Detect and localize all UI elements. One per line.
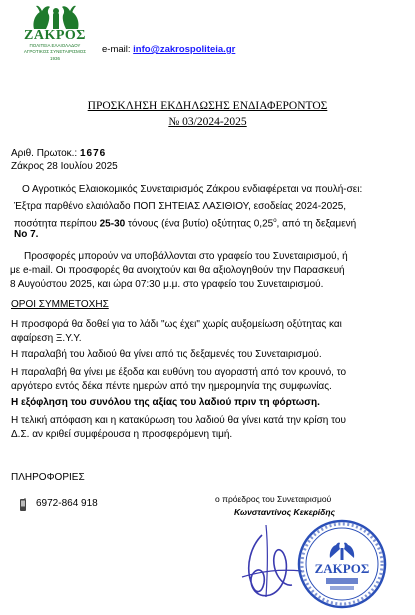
quantity-post: τόνους (ένα βυτίο) οξύτητας 0,25 xyxy=(125,218,274,230)
quantity-end: , από τη δεξαμενή xyxy=(276,218,357,230)
seal-text: ΖΑΚΡΟΣ xyxy=(314,561,370,576)
email-row xyxy=(102,44,235,55)
term-3-line-2: αργότερο εντός δέκα πέντε ημερών από την ημερομηνία της συμφωνίας. xyxy=(11,381,332,392)
term-3-line-1: Η παραλαβή θα γίνει με έξοδα και ευθύνη του αγοραστή από τον κρουνό, το xyxy=(11,367,347,378)
place-date: Ζάκρος 28 Ιουλίου 2025 xyxy=(11,161,118,172)
quantity-line xyxy=(14,214,356,231)
term-5-line-2: Δ.Σ. αν κριθεί συμφέρουσα η προσφερόμενη τιμή. xyxy=(11,429,233,440)
term-5-line-1: Η τελική απόφαση και η κατακύρωση του λαδιού θα γίνει κατά την κρίση του xyxy=(11,415,346,426)
president-name: Κωνσταντίνος Κεκερίδης xyxy=(234,507,336,517)
protocol-number: 1676 xyxy=(79,148,107,159)
quantity-value: 25-30 xyxy=(99,218,126,230)
offers-line-2: με e-mail. Οι προσφορές θα ανοιχτούν και θα αξιολογηθούν την Παρασκευή xyxy=(10,265,345,276)
cooperative-seal xyxy=(296,518,388,610)
logo-name: ΖΑΚΡΟΣ xyxy=(24,28,86,43)
term-1-line-2: αφαίρεση Ξ.Υ.Υ. xyxy=(11,333,82,344)
protocol-label: Αριθ. Πρωτοκ.: xyxy=(11,148,80,159)
terms-heading: ΟΡΟΙ ΣΥΜΜΕΤΟΧΗΣ xyxy=(11,299,109,310)
email-label: e-mail: xyxy=(102,44,134,55)
term-4: Η εξόφληση του συνόλου της αξίας του λαδιού πριν τη φόρτωση. xyxy=(11,397,320,408)
president-role: ο πρόεδρος του Συνεταιρισμού xyxy=(215,494,332,504)
quantity-pre: ποσότητα περίπου xyxy=(14,218,100,230)
document-title: ΠΡΟΣΚΛΗΣΗ ΕΚΔΗΛΩΣΗΣ ΕΝΔΙΑΦΕΡΟΝΤΟΣ xyxy=(87,100,328,112)
offers-line-3: 8 Αυγούστου 2025, και ώρα 07:30 μ.μ. στο γραφείο του Συνεταιρισμού. xyxy=(10,279,324,290)
phone-number: 6972-864 918 xyxy=(36,498,98,509)
degree-mark: o xyxy=(273,218,277,224)
mobile-phone-icon xyxy=(17,498,29,512)
intro-paragraph: Ο Αγροτικός Ελαιοκομικός Συνεταιρισμός Ζάκρου ενδιαφέρεται να πουλή-σει: xyxy=(22,184,363,195)
offers-line-1: Προσφορές μπορούν να υποβάλλονται στο γραφείο του Συνεταιρισμού, ή xyxy=(24,251,348,262)
tank-number: Νο 7. xyxy=(14,229,39,240)
protocol-line xyxy=(11,147,106,161)
email-link[interactable]: info@zakrospoliteia.gr xyxy=(133,44,236,55)
logo-subtitle-2: ΑΓΡΟΤΙΚΟΣ ΣΥΝΕΤΑΙΡΙΣΜΟΣ xyxy=(23,49,87,54)
logo-year: 1936 xyxy=(49,56,60,61)
term-1-line-1: Η προσφορά θα δοθεί για το λάδι "ως έχει" χωρίς αυξομείωση οξύτητας και xyxy=(11,319,342,330)
logo-subtitle: ΠΟΛΙΤΕΙΑ ΕΛΑΙΟΛΑΔΟΥ xyxy=(29,43,81,48)
term-2: Η παραλαβή του λαδιού θα γίνει από τις δεξαμενές του Συνεταιρισμού. xyxy=(11,349,322,360)
info-label: ΠΛΗΡΟΦΟΡΙΕΣ xyxy=(11,472,85,483)
document-number: № 03/2024-2025 xyxy=(168,116,247,128)
product-line: Έξτρα παρθένο ελαιόλαδο ΠΟΠ ΣΗΤΕΙΑΣ ΛΑΣΙΘΙΟΥ, εσοδείας 2024-2025, xyxy=(14,201,347,212)
